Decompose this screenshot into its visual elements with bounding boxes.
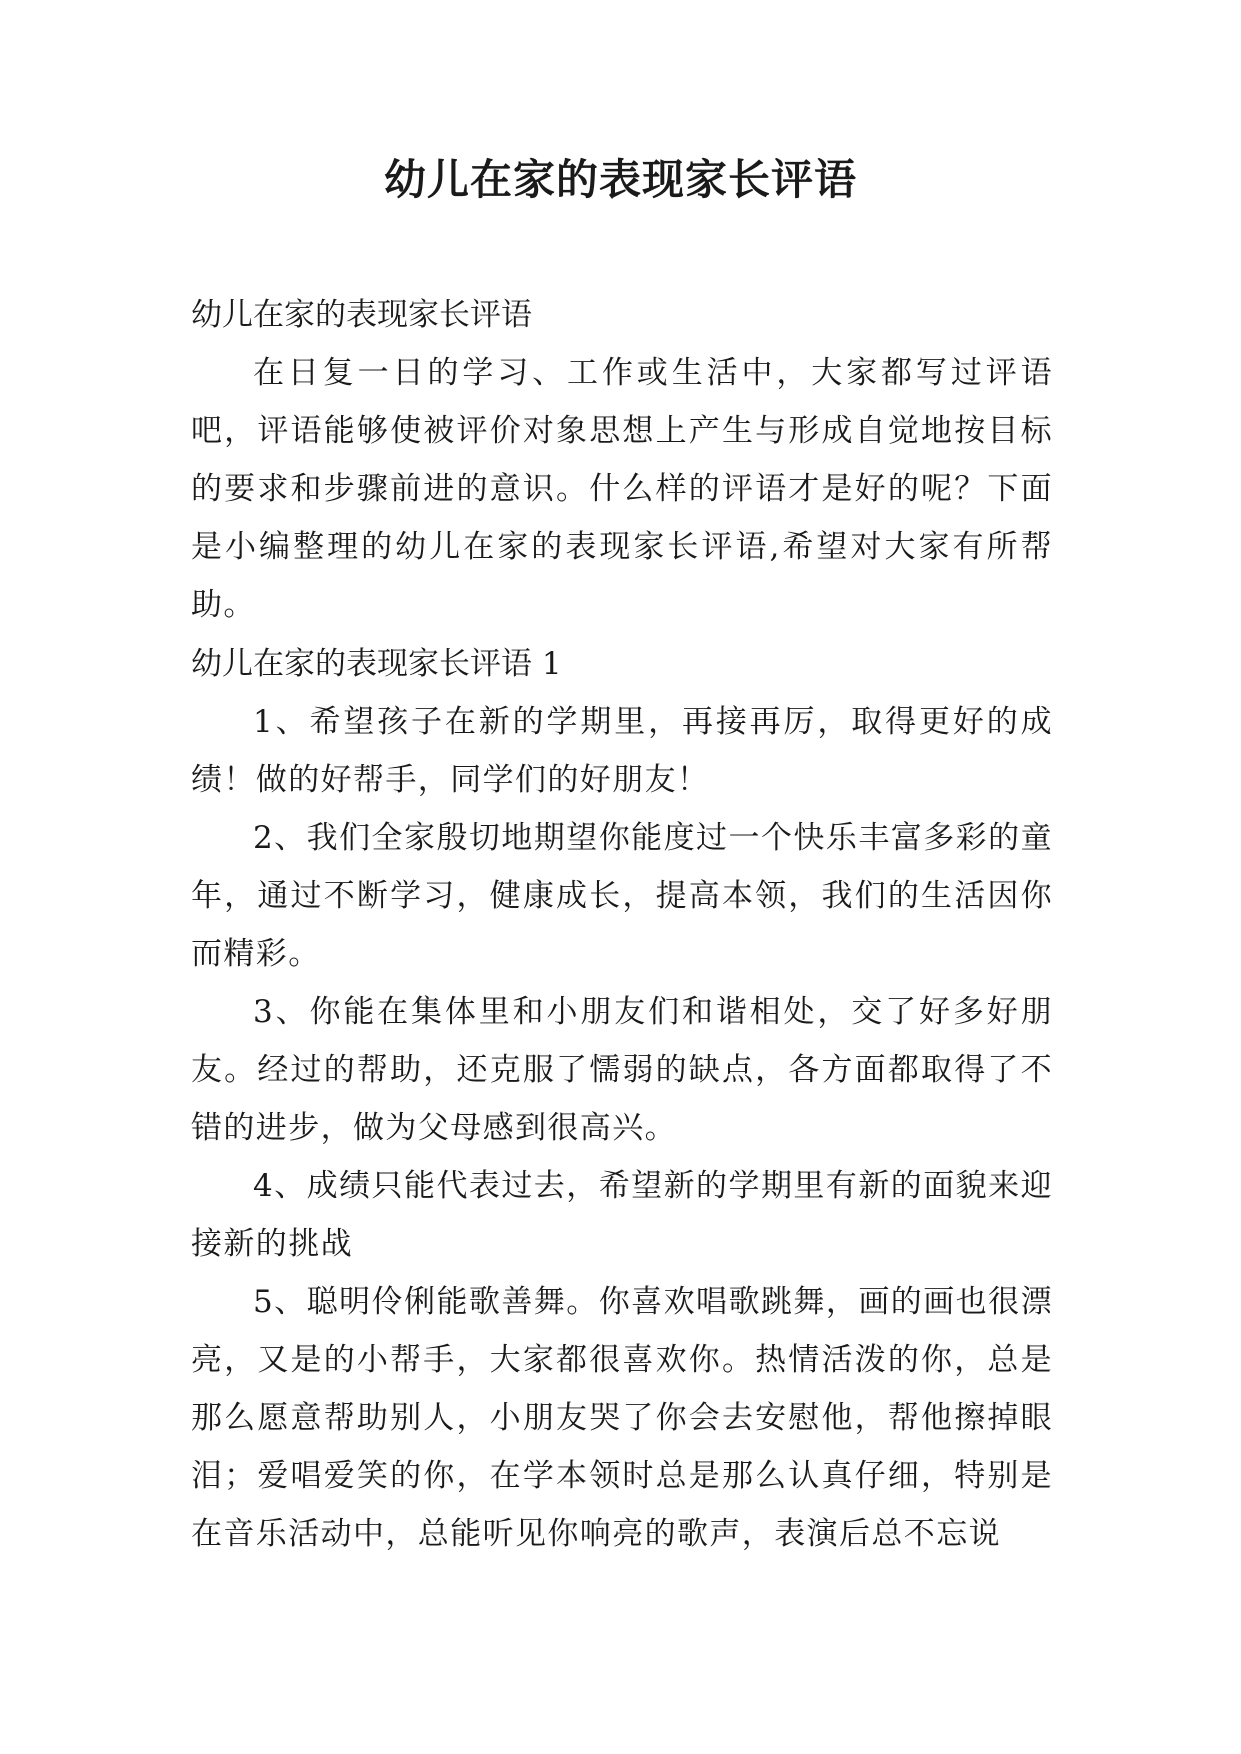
comment-item-5: 5、聪明伶俐能歌善舞。你喜欢唱歌跳舞，画的画也很漂亮，又是的小帮手，大家都很喜欢你。热情活泼的你，总是那么愿意帮助别人，小朋友哭了你会去安慰他，帮他擦掉眼泪；爱唱爱笑的你，在学本领时总是那么认真仔细，特别是在音乐活动中，总能听见你响亮的歌声，表演后总不忘说 xyxy=(191,1284,1053,1552)
comment-item-1: 1、希望孩子在新的学期里，再接再厉，取得更好的成绩！做的好帮手，同学们的好朋友！ xyxy=(191,704,1053,798)
comment-item-4: 4、成绩只能代表过去，希望新的学期里有新的面貌来迎接新的挑战 xyxy=(191,1168,1053,1262)
document-title: 幼儿在家的表现家长评语 xyxy=(383,155,857,204)
intro-heading: 幼儿在家的表现家长评语 xyxy=(191,297,532,333)
comment-item-2: 2、我们全家殷切地期望你能度过一个快乐丰富多彩的童年，通过不断学习，健康成长，提高本领，我们的生活因你而精彩。 xyxy=(191,820,1053,972)
comment-item-3: 3、你能在集体里和小朋友们和谐相处，交了好多好朋友。经过的帮助，还克服了懦弱的缺点，各方面都取得了不错的进步，做为父母感到很高兴。 xyxy=(191,994,1053,1146)
intro-paragraph: 在日复一日的学习、工作或生活中，大家都写过评语吧，评语能够使被评价对象思想上产生与形成自觉地按目标的要求和步骤前进的意识。什么样的评语才是好的呢？下面是小编整理的幼儿在家的表现家长评语,希望对大家有所帮助。 xyxy=(191,355,1053,623)
section-heading: 幼儿在家的表现家长评语 1 xyxy=(191,646,562,682)
